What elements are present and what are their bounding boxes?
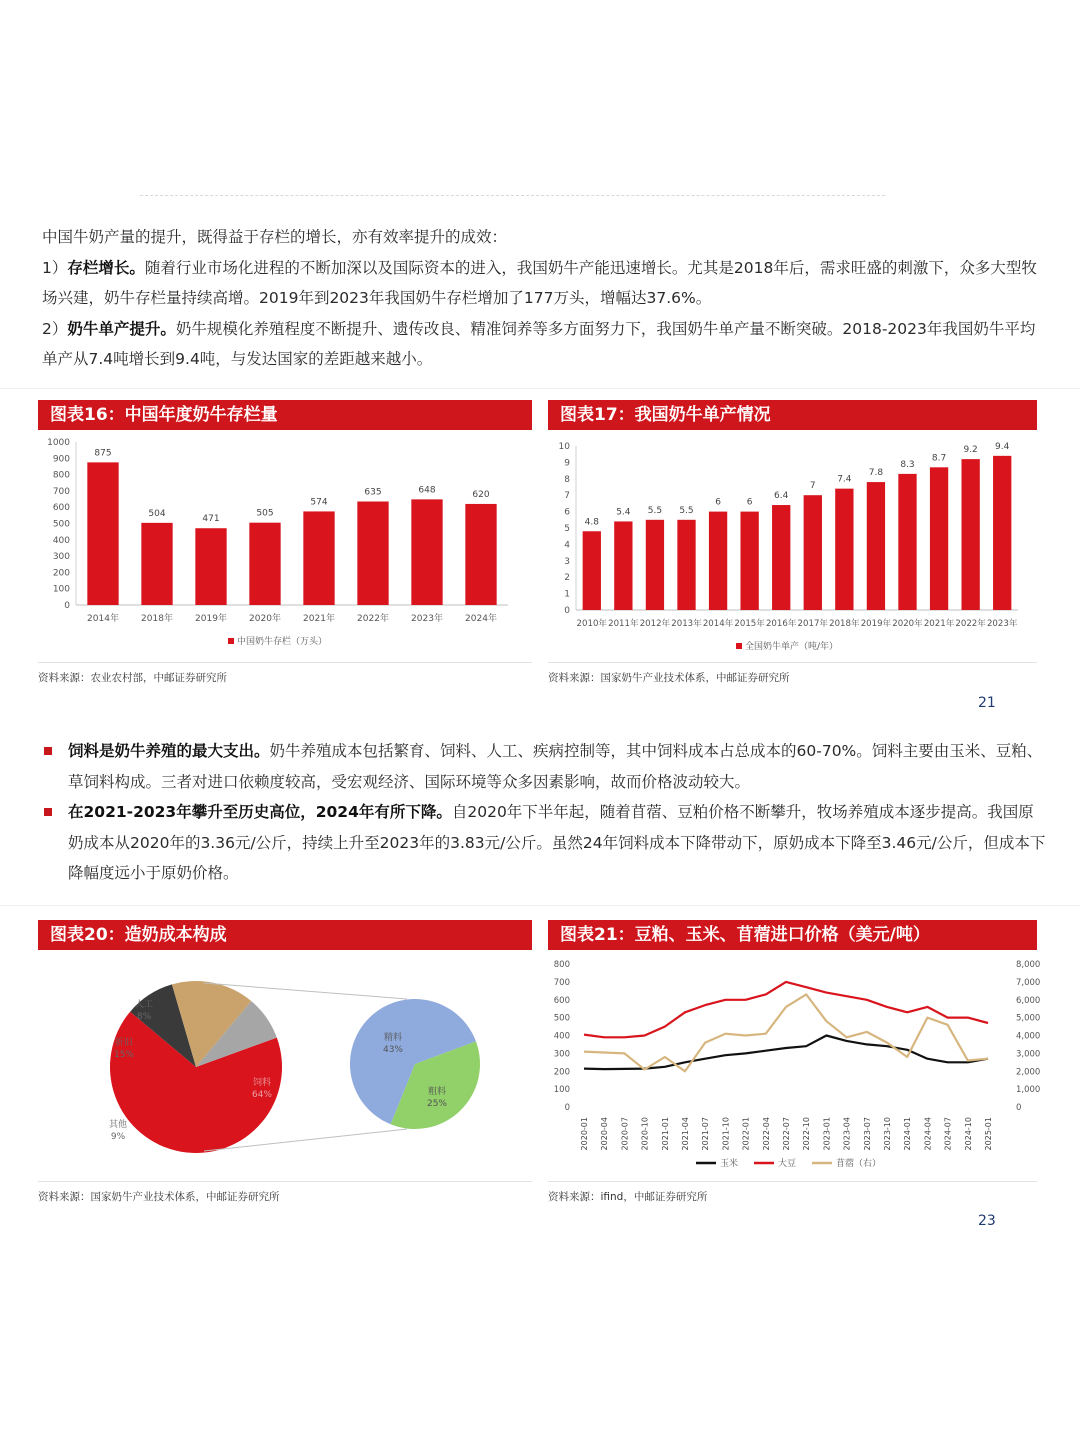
x-tick-label: 2024-01 [903,1117,913,1151]
bar [646,520,664,610]
legend-swatch [736,643,742,649]
data-label: 620 [472,489,490,500]
bullet-item: 在2021-2023年攀升至历史高位，2024年有所下降。自2020年下半年起，随着苜蓿、豆粕价格不断攀升，牧场养殖成本逐步提高。我国原奶成本从2020年的3.36元/公斤，持续上升至2023年的3.83元/公斤。虽然24年饲料成本下降带动下，原奶成本下降至3.46元/公斤，但成本下降幅度远小于原奶价格。 [42,797,1047,889]
data-label: 9.4 [995,441,1010,452]
x-tick-label: 2014年 [87,614,119,624]
bar [740,512,758,610]
y-left-tick-label: 100 [553,1085,570,1096]
data-label: 648 [418,485,436,496]
data-label: 471 [202,514,220,525]
y-right-tick-label: 4,000 [1016,1031,1041,1042]
x-tick-label: 2011年 [608,619,639,629]
data-label: 5.4 [616,507,631,518]
chart16-stock-bar-chart [38,432,532,657]
y-tick-label: 600 [52,503,70,514]
chart17-source: 资料来源：国家奶牛产业技术体系，中邮证券研究所 [548,672,790,684]
x-tick-label: 2023年 [411,614,443,624]
x-tick-label: 2016年 [765,619,797,629]
x-tick-label: 2021-10 [721,1117,731,1151]
bullet-square-icon [44,808,52,816]
data-label: 5.5 [679,505,694,516]
bar [614,521,632,610]
y-tick-label: 3 [564,556,570,567]
chart21-import-price-line-chart [548,952,1041,1177]
x-tick-label: 2023年 [986,619,1018,629]
series-line [584,982,988,1037]
x-tick-label: 2021-01 [660,1117,670,1151]
x-tick-label: 2018年 [141,614,173,624]
y-right-tick-label: 2,000 [1016,1067,1041,1078]
data-label: 7 [809,481,816,492]
legend-label: 玉米 [720,1159,739,1169]
bar [357,501,388,605]
y-tick-label: 200 [52,568,70,579]
y-tick-label: 8 [564,474,570,485]
x-tick-label: 2024-04 [923,1117,933,1151]
chart21-source-line [548,1181,1037,1182]
pie-value: 8% [136,1012,152,1022]
data-label: 574 [310,497,328,508]
data-label: 875 [94,448,112,459]
y-right-tick-label: 3,000 [1016,1049,1041,1060]
bar [898,474,916,610]
x-tick-label: 2021年 [923,619,955,629]
page-number-23: 23 [978,1213,996,1229]
chart16-source: 资料来源：农业农村部，中邮证券研究所 [38,672,227,684]
y-tick-label: 2 [564,573,570,584]
x-tick-label: 2019年 [195,614,227,624]
x-tick-label: 2020-01 [580,1117,589,1151]
x-tick-label: 2023-04 [842,1117,852,1151]
legend-label: 中国奶牛存栏（万头） [237,637,328,647]
y-tick-label: 1 [564,589,570,600]
y-left-tick-label: 700 [553,977,570,988]
y-tick-label: 500 [52,519,70,530]
x-tick-label: 2013年 [671,619,702,629]
data-label: 4.8 [584,517,599,528]
bar [87,462,118,605]
y-tick-label: 700 [52,486,70,497]
x-tick-label: 2019年 [860,619,892,629]
chart17-yield-bar-chart [548,432,1037,657]
chart16-title: 图表16：中国年度奶牛存栏量 [38,400,532,430]
chart20-source-line [38,1181,532,1182]
x-tick-label: 2024-10 [963,1117,973,1151]
bar [993,456,1011,610]
x-tick-label: 2020-07 [620,1117,630,1151]
bullet-list [42,736,1047,889]
y-tick-label: 800 [52,470,70,481]
bar [930,467,948,610]
bg-line [0,388,1080,389]
sub-pie-value: 43% [382,1045,404,1055]
bar [583,531,601,610]
y-tick-label: 1000 [47,438,70,448]
x-tick-label: 2015年 [734,619,765,629]
bar [804,495,822,610]
y-left-tick-label: 800 [553,960,570,970]
data-label: 635 [364,487,382,498]
y-right-tick-label: 0 [1016,1103,1022,1113]
x-tick-label: 2021-04 [681,1117,690,1151]
bg-line [0,905,1080,906]
intro-text [42,222,1042,375]
page-number-21: 21 [978,695,996,711]
x-tick-label: 2020-10 [640,1117,650,1151]
chart21-title: 图表21：豆粕、玉米、苜蓿进口价格（美元/吨） [548,920,1037,950]
x-tick-label: 2014年 [702,619,734,629]
y-tick-label: 6 [564,507,570,518]
x-tick-label: 2012年 [639,619,671,629]
x-tick-label: 2023-01 [822,1117,832,1151]
y-left-tick-label: 0 [564,1103,570,1113]
data-label: 6 [715,497,721,508]
data-label: 505 [256,508,274,519]
y-right-tick-label: 1,000 [1016,1085,1041,1096]
legend-label: 全国奶牛单产（吨/年） [745,642,839,652]
y-tick-label: 10 [558,442,570,452]
bar [677,520,695,610]
bullet-item: 饲料是奶牛养殖的最大支出。奶牛养殖成本包括繁育、饲料、人工、疾病控制等，其中饲料成本占总成本的60-70%。饲料主要由玉米、豆粕、草饲料构成。三者对进口依赖度较高，受宏观经济、国际环境等众多因素影响，故而价格波动较大。 [42,736,1047,797]
bar [303,511,334,605]
bar [772,505,790,610]
y-left-tick-label: 500 [553,1013,570,1024]
bar [867,482,885,610]
data-label: 5.5 [647,505,663,516]
data-label: 504 [148,508,166,519]
y-right-tick-label: 8,000 [1016,960,1041,970]
bar [411,499,442,605]
pie-label: 折旧 [114,1038,134,1048]
x-tick-label: 2010年 [576,619,608,629]
x-tick-label: 2024年 [465,614,497,624]
intro-line: 中国牛奶产量的提升，既得益于存栏的增长，亦有效率提升的成效： [42,228,508,246]
legend-label: 苜蓿（右） [836,1159,882,1169]
y-tick-label: 5 [564,524,570,534]
x-tick-label: 2022-01 [741,1117,751,1151]
bar [141,523,172,605]
y-tick-label: 100 [52,584,70,595]
pie-value: 64% [251,1090,273,1100]
pie-value: 15% [113,1050,135,1060]
bar [709,512,727,610]
x-tick-label: 2017年 [797,619,829,629]
bar [195,528,226,605]
x-tick-label: 2023-10 [883,1117,892,1151]
y-tick-label: 9 [564,458,570,469]
intro-point-1: 1）存栏增长。随着行业市场化进程的不断加深以及国际资本的进入，我国奶牛产能迅速增长。尤其是2018年后，需求旺盛的刺激下，众多大型牧场兴建，奶牛存栏量持续高增。2019年到2023年我国奶牛存栏增加了177万头，增幅达37.6%。 [42,258,1037,307]
bar [465,504,496,605]
y-tick-label: 4 [564,540,570,551]
x-tick-label: 2020-04 [600,1117,610,1151]
pie-label: 其他 [108,1120,128,1130]
chart20-source: 资料来源：国家奶牛产业技术体系，中邮证券研究所 [38,1191,280,1203]
x-tick-label: 2021-07 [701,1117,711,1151]
chart17-title: 图表17：我国奶牛单产情况 [548,400,1037,430]
y-tick-label: 0 [564,606,570,616]
data-label: 6 [746,497,753,508]
chart20-cost-pie-chart [38,955,532,1175]
data-label: 7.4 [837,474,852,485]
intro-point-2: 2）奶牛单产提升。奶牛规模化养殖程度不断提升、遗传改良、精准饲养等多方面努力下，我国奶牛单产量不断突破。2018-2023年我国奶牛平均单产从7.4吨增长到9.4吨，与发达国家的差距越来越小。 [42,319,1036,368]
x-tick-label: 2022年 [955,619,986,629]
bar [835,489,853,610]
chart21-source: 资料来源：ifind，中邮证券研究所 [548,1191,708,1203]
page-divider [140,195,885,196]
x-tick-label: 2025-01 [984,1117,993,1151]
legend-label: 大豆 [778,1159,797,1169]
data-label: 6.4 [774,491,789,502]
pie-label: 饲料 [252,1078,272,1088]
y-tick-label: 7 [564,491,570,502]
x-tick-label: 2018年 [829,619,860,629]
series-line [584,1036,988,1070]
sub-pie-label: 精料 [383,1033,403,1043]
y-tick-label: 300 [52,552,70,563]
y-left-tick-label: 300 [553,1049,570,1060]
pie-value: 9% [110,1132,126,1142]
y-left-tick-label: 200 [553,1067,570,1078]
chart16-source-line [38,662,532,663]
data-label: 9.2 [963,445,978,456]
y-right-tick-label: 7,000 [1016,977,1041,988]
data-label: 8.3 [900,459,915,470]
bullet-square-icon [44,747,52,755]
x-tick-label: 2020年 [249,614,281,624]
y-right-tick-label: 5,000 [1016,1013,1041,1024]
chart17-source-line [548,662,1037,663]
x-tick-label: 2024-07 [943,1117,953,1151]
sub-pie-value: 25% [426,1099,448,1109]
y-tick-label: 900 [52,454,70,465]
data-label: 8.7 [931,453,947,464]
x-tick-label: 2023-07 [862,1117,872,1151]
x-tick-label: 2022-07 [782,1117,791,1151]
y-left-tick-label: 400 [553,1031,570,1042]
y-tick-label: 400 [52,535,70,546]
legend-swatch [228,638,234,644]
data-label: 7.8 [868,468,884,479]
bar [249,523,280,605]
x-tick-label: 2021年 [303,614,335,624]
chart20-title: 图表20：造奶成本构成 [38,920,532,950]
y-tick-label: 0 [64,601,70,611]
y-right-tick-label: 6,000 [1016,995,1041,1006]
x-tick-label: 2022-10 [802,1117,812,1151]
pie-label: 人工 [134,1000,154,1010]
y-left-tick-label: 600 [553,995,570,1006]
x-tick-label: 2022年 [357,614,389,624]
x-tick-label: 2022-04 [761,1117,771,1151]
bar [961,459,979,610]
x-tick-label: 2020年 [892,619,923,629]
sub-pie-label: 粗料 [427,1087,447,1097]
